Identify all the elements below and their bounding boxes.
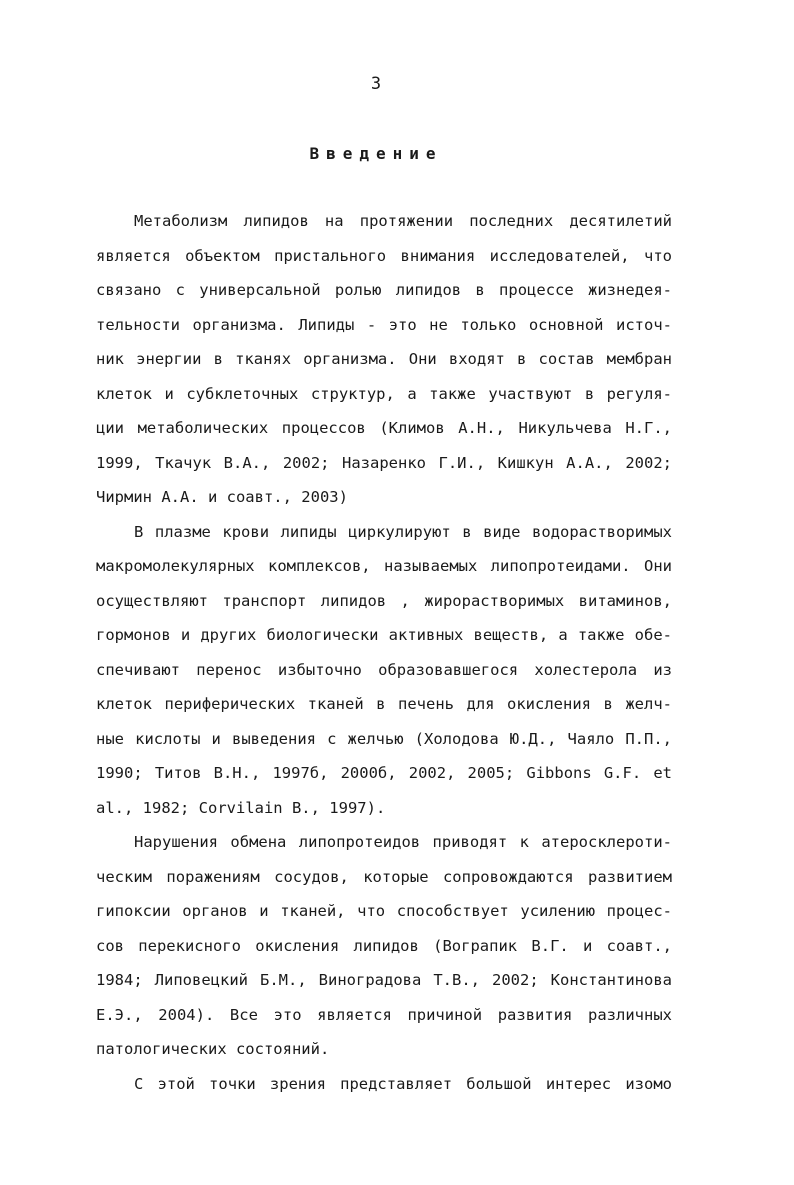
page-number: 3 xyxy=(370,74,382,94)
text-line: 1984; Липовецкий Б.М., Виноградова Т.В., 2002; Константинова xyxy=(96,971,672,989)
text-line: связано с универсальной ролью липидов в процессе жизнедея- xyxy=(96,281,672,299)
text-line: гипоксии органов и тканей, что способствует усилению процес- xyxy=(96,902,672,920)
text-line: патологических состояний. xyxy=(96,1040,330,1058)
text-line: Метаболизм липидов на протяжении последних десятилетий xyxy=(134,212,672,230)
text-line: сов перекисного окисления липидов (Вограпик В.Г. и соавт., xyxy=(96,937,672,955)
text-line: Нарушения обмена липопротеидов приводят к атеросклероти- xyxy=(134,833,672,851)
section-heading: Введение xyxy=(309,144,443,163)
text-line: является объектом пристального внимания исследователей, что xyxy=(96,247,672,265)
text-line: С этой точки зрения представляет большой интерес изомо xyxy=(134,1075,672,1093)
text-line: спечивают перенос избыточно образовавшегося холестерола из xyxy=(96,661,672,679)
text-line: клеток периферических тканей в печень для окисления в желч- xyxy=(96,695,672,713)
text-line: ник энергии в тканях организма. Они входят в состав мембран xyxy=(96,350,672,368)
text-line: макромолекулярных комплексов, называемых липопротеидами. Они xyxy=(96,557,672,575)
text-line: осуществляют транспорт липидов , жирорастворимых витаминов, xyxy=(96,592,672,610)
text-line: ные кислоты и выведения с желчью (Холодова Ю.Д., Чаяло П.П., xyxy=(96,730,672,748)
text-line: 1990; Титов В.Н., 1997б, 2000б, 2002, 2005; Gibbons G.F. et xyxy=(96,764,672,782)
text-line: клеток и субклеточных структур, а также участвуют в регуля- xyxy=(96,385,672,403)
text-line: ции метаболических процессов (Климов А.Н., Никульчева Н.Г., xyxy=(96,419,672,437)
text-line: al., 1982; Corvilain B., 1997). xyxy=(96,799,386,817)
text-line: тельности организма. Липиды - это не только основной источ- xyxy=(96,316,672,334)
text-line: гормонов и других биологически активных веществ, а также обе- xyxy=(96,626,672,644)
text-line: ческим поражениям сосудов, которые сопровождаются развитием xyxy=(96,868,672,886)
text-line: 1999, Ткачук В.А., 2002; Назаренко Г.И., Кишкун А.А., 2002; xyxy=(96,454,672,472)
text-line: Е.Э., 2004). Все это является причиной развития различных xyxy=(96,1006,672,1024)
text-line: В плазме крови липиды циркулируют в виде водорастворимых xyxy=(134,523,672,541)
text-line: Чирмин А.А. и соавт., 2003) xyxy=(96,488,348,506)
